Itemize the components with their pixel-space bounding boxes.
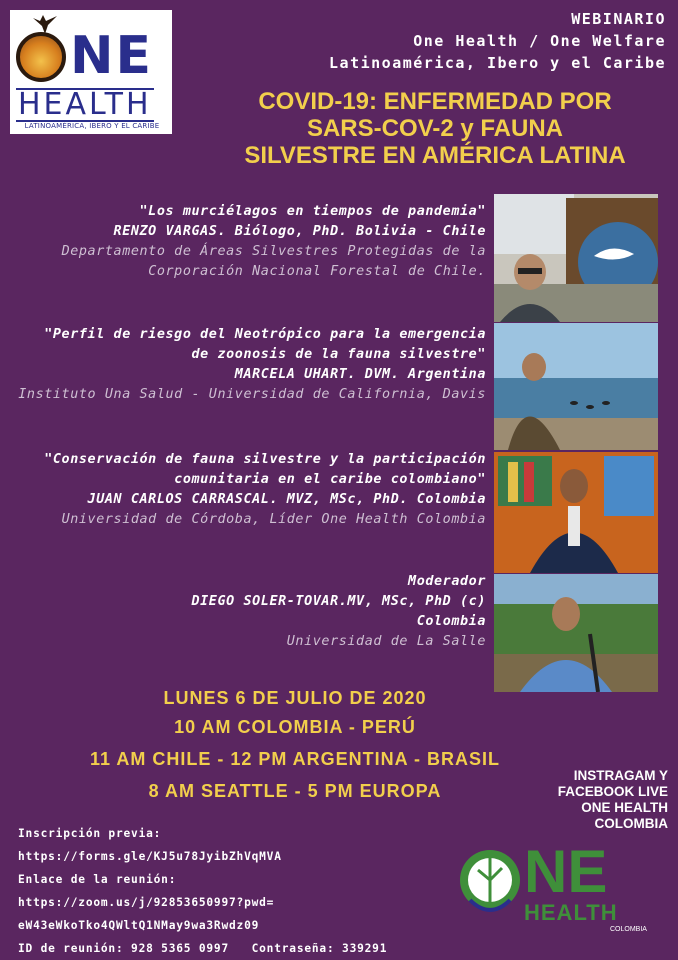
meeting-id: ID de reunión: 928 5365 0997 — [18, 942, 229, 955]
header-line-one-health: One Health / One Welfare — [413, 32, 666, 50]
moderator-name: DIEGO SOLER-TOVAR.MV, MSc, PhD (c) — [191, 594, 486, 609]
live-line-1: INSTRAGAM Y — [573, 768, 668, 783]
logo2-country: COLOMBIA — [610, 926, 647, 933]
live-stream-info — [558, 768, 668, 832]
talk-title: "Perfil de riesgo del Neotrópico para la emergencia — [44, 327, 486, 342]
moderator-affiliation: Universidad de La Salle — [286, 634, 486, 649]
talk-title: de zoonosis de la fauna silvestre" — [191, 347, 486, 362]
meeting-password: Contraseña: 339291 — [251, 942, 388, 955]
zoom-link-line-1[interactable]: https://zoom.us/j/92853650997?pwd= — [18, 896, 275, 909]
speaker-photo-juan-carlos-carrascal — [494, 452, 658, 573]
speaker-name: JUAN CARLOS CARRASCAL. MVZ, MSc, PhD. Colombia — [87, 492, 486, 507]
event-time-seattle-europa: 8 AM SEATTLE - 5 PM EUROPA — [148, 781, 442, 801]
talk-title: comunitaria en el caribe colombiano" — [174, 472, 486, 487]
webinar-header — [329, 8, 666, 74]
logo2-word-health: HEALTH — [524, 900, 618, 925]
event-title — [190, 88, 678, 169]
talk-title: "Los murciélagos en tiempos de pandemia" — [139, 204, 486, 219]
one-health-latam-logo — [10, 10, 172, 134]
header-line-region: Latinoamérica, Ibero y el Caribe — [329, 54, 666, 72]
logo-word-health: HEALTH — [18, 87, 152, 122]
registration-info — [18, 822, 387, 960]
speaker-affiliation: Universidad de Córdoba, Líder One Health Colombia — [61, 512, 486, 527]
logo-word-ne: NE — [70, 26, 154, 86]
moderator-block-diego-soler-tovar — [191, 572, 486, 652]
registration-form-link[interactable]: https://forms.gle/KJ5u78JyibZhVqMVA — [18, 850, 282, 863]
moderator-label: Moderador — [408, 574, 486, 589]
moderator-photo-diego-soler-tovar — [494, 574, 658, 692]
live-line-2: FACEBOOK LIVE — [557, 784, 668, 799]
speaker-photo-marcela-uhart — [494, 323, 658, 450]
event-date: LUNES 6 DE JULIO DE 2020 — [163, 688, 427, 708]
zoom-link[interactable] — [18, 891, 387, 937]
speaker-affiliation: Departamento de Áreas Silvestres Protegidas de la — [61, 244, 486, 259]
registration-label: Inscripción previa: — [18, 827, 162, 840]
speaker-affiliation: Corporación Nacional Forestal de Chile. — [148, 264, 486, 279]
event-time-colombia-peru: 10 AM COLOMBIA - PERÚ — [174, 717, 416, 737]
speaker-block-juan-carlos-carrascal — [44, 450, 486, 530]
speaker-block-marcela-uhart — [18, 325, 486, 405]
sunset-globe-icon — [16, 32, 66, 82]
title-line-2: SARS-COV-2 y FAUNA — [306, 115, 564, 142]
speaker-name: RENZO VARGAS. Biólogo, PhD. Bolivia - Chile — [113, 224, 486, 239]
speaker-affiliation: Instituto Una Salud - Universidad de California, Davis — [18, 387, 486, 402]
title-line-1: COVID-19: ENFERMEDAD POR — [258, 88, 612, 115]
title-line-3: SILVESTRE EN AMÉRICA LATINA — [244, 142, 626, 169]
speaker-photo-renzo-vargas — [494, 194, 658, 322]
talk-title: "Conservación de fauna silvestre y la participación — [44, 452, 486, 467]
meeting-link-label: Enlace de la reunión: — [18, 873, 177, 886]
moderator-country: Colombia — [416, 614, 486, 629]
live-line-4: COLOMBIA — [594, 816, 668, 831]
logo-subtitle: LATINOAMÉRICA, IBERO Y EL CARIBE — [24, 122, 160, 130]
header-line-webinario: WEBINARIO — [571, 10, 666, 28]
speaker-block-renzo-vargas — [62, 202, 486, 282]
zoom-link-line-2[interactable]: eW43eWkoTko4QWltQ1NMay9wa3Rwdz09 — [18, 919, 260, 932]
speaker-name: MARCELA UHART. DVM. Argentina — [234, 367, 486, 382]
meeting-credentials — [18, 937, 387, 960]
one-health-colombia-logo — [460, 840, 660, 940]
event-time-chile-argentina-brasil: 11 AM CHILE - 12 PM ARGENTINA - BRASIL — [89, 749, 501, 769]
logo2-word-ne: NE — [524, 838, 608, 905]
live-line-3: ONE HEALTH — [581, 800, 668, 815]
